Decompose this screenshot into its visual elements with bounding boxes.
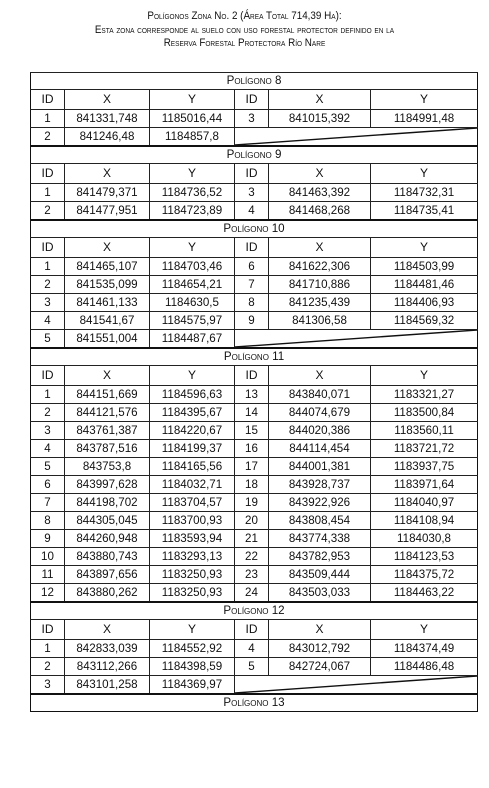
table-cell: 3 xyxy=(235,110,269,128)
table-cell: 1183704,57 xyxy=(150,494,235,512)
table-cell: 1184123,53 xyxy=(371,548,478,566)
table-cell: 841015,392 xyxy=(269,110,371,128)
polygon-title-row xyxy=(31,73,478,90)
table-row xyxy=(31,404,478,422)
table-cell: 1183721,72 xyxy=(371,440,478,458)
table-cell: 1184395,67 xyxy=(150,404,235,422)
table-cell: 15 xyxy=(235,422,269,440)
column-header: X xyxy=(65,238,150,258)
table-row xyxy=(31,658,478,676)
empty-cell-slash xyxy=(235,676,478,695)
table-cell: 4 xyxy=(235,202,269,221)
table-cell: 9 xyxy=(31,530,65,548)
table-cell: 841331,748 xyxy=(65,110,150,128)
table-cell: 843928,737 xyxy=(269,476,371,494)
table-cell: 842833,039 xyxy=(65,640,150,658)
table-cell: 1184030,8 xyxy=(371,530,478,548)
table-cell: 1183937,75 xyxy=(371,458,478,476)
table-cell: 844074,679 xyxy=(269,404,371,422)
table-cell: 19 xyxy=(235,494,269,512)
table-cell: 1 xyxy=(31,640,65,658)
polygon-title: Polígono 11 xyxy=(31,348,478,366)
column-header: X xyxy=(269,164,371,184)
table-cell: 3 xyxy=(31,294,65,312)
table-cell: 1183971,64 xyxy=(371,476,478,494)
column-header: X xyxy=(65,90,150,110)
table-cell: 12 xyxy=(31,584,65,603)
column-header: ID xyxy=(235,90,269,110)
table-cell: 1184165,56 xyxy=(150,458,235,476)
empty-cell-slash xyxy=(235,330,478,349)
table-cell: 11 xyxy=(31,566,65,584)
table-cell: 1184040,97 xyxy=(371,494,478,512)
table-cell: 3 xyxy=(31,676,65,695)
table-cell: 844001,381 xyxy=(269,458,371,476)
table-cell: 1184732,31 xyxy=(371,184,478,202)
column-header: ID xyxy=(31,238,65,258)
table-cell: 5 xyxy=(235,658,269,676)
table-cell: 842724,067 xyxy=(269,658,371,676)
table-cell: 843509,444 xyxy=(269,566,371,584)
table-cell: 9 xyxy=(235,312,269,330)
table-cell: 1184630,5 xyxy=(150,294,235,312)
column-header: X xyxy=(269,620,371,640)
table-row xyxy=(31,258,478,276)
table-cell: 2 xyxy=(31,658,65,676)
table-cell: 1184552,92 xyxy=(150,640,235,658)
table-cell: 20 xyxy=(235,512,269,530)
table-cell: 841463,392 xyxy=(269,184,371,202)
table-cell: 1184374,49 xyxy=(371,640,478,658)
table-row xyxy=(31,422,478,440)
column-header: Y xyxy=(371,366,478,386)
table-cell: 1183250,93 xyxy=(150,566,235,584)
table-cell: 4 xyxy=(31,440,65,458)
table-cell: 1184108,94 xyxy=(371,512,478,530)
column-header: ID xyxy=(235,620,269,640)
table-cell: 2 xyxy=(31,202,65,221)
table-cell: 1184486,48 xyxy=(371,658,478,676)
column-header-row xyxy=(31,366,478,386)
table-cell: 8 xyxy=(31,512,65,530)
table-cell: 1 xyxy=(31,386,65,404)
table-cell: 4 xyxy=(31,312,65,330)
table-cell: 1183500,84 xyxy=(371,404,478,422)
table-row xyxy=(31,202,478,221)
table-cell: 1184857,8 xyxy=(150,128,235,147)
coordinates-table xyxy=(30,72,478,712)
table-cell: 844198,702 xyxy=(65,494,150,512)
table-cell: 843922,926 xyxy=(269,494,371,512)
table-cell: 843997,628 xyxy=(65,476,150,494)
table-row xyxy=(31,566,478,584)
table-cell: 1184220,67 xyxy=(150,422,235,440)
polygon-title: Polígono 9 xyxy=(31,146,478,164)
polygon-title: Polígono 10 xyxy=(31,220,478,238)
table-row xyxy=(31,494,478,512)
table-cell: 841541,67 xyxy=(65,312,150,330)
table-cell: 22 xyxy=(235,548,269,566)
polygon-title-row xyxy=(31,602,478,620)
table-cell: 841306,58 xyxy=(269,312,371,330)
table-cell: 1183593,94 xyxy=(150,530,235,548)
column-header: Y xyxy=(150,620,235,640)
table-cell: 841622,306 xyxy=(269,258,371,276)
column-header: ID xyxy=(31,366,65,386)
table-cell: 843112,266 xyxy=(65,658,150,676)
table-cell: 1183321,27 xyxy=(371,386,478,404)
column-header: ID xyxy=(31,620,65,640)
table-cell: 1184463,22 xyxy=(371,584,478,603)
table-cell: 843782,953 xyxy=(269,548,371,566)
empty-cell-slash xyxy=(235,128,478,147)
header-description: Esta zona corresponde al suelo con uso forestal protector definido en la xyxy=(94,23,395,36)
column-header: ID xyxy=(235,366,269,386)
column-header: Y xyxy=(150,238,235,258)
polygon-title-row xyxy=(31,348,478,366)
table-cell: 844151,669 xyxy=(65,386,150,404)
table-cell: 1183250,93 xyxy=(150,584,235,603)
table-row xyxy=(31,584,478,603)
table-cell: 841535,099 xyxy=(65,276,150,294)
table-cell: 841465,107 xyxy=(65,258,150,276)
table-cell: 843012,792 xyxy=(269,640,371,658)
table-cell: 841246,48 xyxy=(65,128,150,147)
header-title: Polígonos Zona No. 2 (Área Total 714,39 Ha): xyxy=(147,10,342,22)
table-cell: 843808,454 xyxy=(269,512,371,530)
polygon-title: Polígono 13 xyxy=(31,694,478,712)
table-cell: 843774,338 xyxy=(269,530,371,548)
table-row xyxy=(31,548,478,566)
table-row xyxy=(31,330,478,349)
table-cell: 844020,386 xyxy=(269,422,371,440)
table-cell: 1184991,48 xyxy=(371,110,478,128)
table-row xyxy=(31,294,478,312)
table-cell: 841479,371 xyxy=(65,184,150,202)
table-cell: 1184369,97 xyxy=(150,676,235,695)
column-header-row xyxy=(31,164,478,184)
table-cell: 8 xyxy=(235,294,269,312)
column-header: Y xyxy=(371,238,478,258)
polygon-title: Polígono 8 xyxy=(31,73,478,90)
table-cell: 844121,576 xyxy=(65,404,150,422)
table-cell: 1184703,46 xyxy=(150,258,235,276)
header-reserve-name: Reserva Forestal Protectora Río Nare xyxy=(163,37,326,49)
table-cell: 1184032,71 xyxy=(150,476,235,494)
table-cell: 841468,268 xyxy=(269,202,371,221)
table-cell: 843761,387 xyxy=(65,422,150,440)
column-header: Y xyxy=(150,90,235,110)
table-cell: 6 xyxy=(235,258,269,276)
table-cell: 2 xyxy=(31,128,65,147)
table-cell: 1 xyxy=(31,258,65,276)
table-cell: 1185016,44 xyxy=(150,110,235,128)
column-header: Y xyxy=(371,164,478,184)
column-header: Y xyxy=(150,366,235,386)
table-cell: 1184375,72 xyxy=(371,566,478,584)
polygon-title-row xyxy=(31,220,478,238)
document-header xyxy=(17,0,472,58)
polygon-title: Polígono 12 xyxy=(31,602,478,620)
table-cell: 1184199,37 xyxy=(150,440,235,458)
column-header-row xyxy=(31,90,478,110)
table-cell: 16 xyxy=(235,440,269,458)
column-header: X xyxy=(65,164,150,184)
table-cell: 1183700,93 xyxy=(150,512,235,530)
column-header: Y xyxy=(371,90,478,110)
table-cell: 843503,033 xyxy=(269,584,371,603)
table-cell: 841551,004 xyxy=(65,330,150,349)
table-row xyxy=(31,530,478,548)
table-row xyxy=(31,440,478,458)
table-row xyxy=(31,676,478,695)
table-cell: 844114,454 xyxy=(269,440,371,458)
table-cell: 1184398,59 xyxy=(150,658,235,676)
table-row xyxy=(31,476,478,494)
table-cell: 843880,743 xyxy=(65,548,150,566)
table-cell: 2 xyxy=(31,404,65,422)
table-cell: 1 xyxy=(31,184,65,202)
table-row xyxy=(31,276,478,294)
polygon-title-row xyxy=(31,694,478,712)
table-cell: 24 xyxy=(235,584,269,603)
table-row xyxy=(31,184,478,202)
table-cell: 841461,133 xyxy=(65,294,150,312)
table-cell: 1184596,63 xyxy=(150,386,235,404)
table-cell: 17 xyxy=(235,458,269,476)
table-cell: 841235,439 xyxy=(269,294,371,312)
table-cell: 1184481,46 xyxy=(371,276,478,294)
table-cell: 10 xyxy=(31,548,65,566)
table-cell: 1184723,89 xyxy=(150,202,235,221)
table-cell: 23 xyxy=(235,566,269,584)
table-cell: 843880,262 xyxy=(65,584,150,603)
column-header-row xyxy=(31,620,478,640)
table-row xyxy=(31,386,478,404)
table-cell: 843897,656 xyxy=(65,566,150,584)
table-cell: 843787,516 xyxy=(65,440,150,458)
column-header: X xyxy=(269,238,371,258)
column-header: Y xyxy=(371,620,478,640)
table-cell: 1183560,11 xyxy=(371,422,478,440)
table-row xyxy=(31,128,478,147)
table-cell: 1184487,67 xyxy=(150,330,235,349)
table-cell: 18 xyxy=(235,476,269,494)
table-cell: 7 xyxy=(31,494,65,512)
table-cell: 843101,258 xyxy=(65,676,150,695)
column-header: ID xyxy=(235,238,269,258)
table-cell: 3 xyxy=(235,184,269,202)
column-header: X xyxy=(269,90,371,110)
table-cell: 14 xyxy=(235,404,269,422)
table-cell: 6 xyxy=(31,476,65,494)
column-header: ID xyxy=(235,164,269,184)
polygon-title-row xyxy=(31,146,478,164)
table-row xyxy=(31,110,478,128)
table-row xyxy=(31,512,478,530)
table-cell: 2 xyxy=(31,276,65,294)
table-cell: 1184735,41 xyxy=(371,202,478,221)
table-cell: 1184503,99 xyxy=(371,258,478,276)
table-cell: 5 xyxy=(31,330,65,349)
column-header: ID xyxy=(31,164,65,184)
table-cell: 1184406,93 xyxy=(371,294,478,312)
table-cell: 7 xyxy=(235,276,269,294)
table-cell: 1183293,13 xyxy=(150,548,235,566)
column-header: X xyxy=(65,620,150,640)
column-header: ID xyxy=(31,90,65,110)
table-cell: 844260,948 xyxy=(65,530,150,548)
table-cell: 1184654,21 xyxy=(150,276,235,294)
table-cell: 1184736,52 xyxy=(150,184,235,202)
column-header: Y xyxy=(150,164,235,184)
table-cell: 13 xyxy=(235,386,269,404)
table-cell: 5 xyxy=(31,458,65,476)
table-cell: 1 xyxy=(31,110,65,128)
column-header: X xyxy=(65,366,150,386)
table-cell: 843840,071 xyxy=(269,386,371,404)
table-cell: 841710,886 xyxy=(269,276,371,294)
table-row xyxy=(31,458,478,476)
table-cell: 844305,045 xyxy=(65,512,150,530)
table-cell: 841477,951 xyxy=(65,202,150,221)
table-cell: 843753,8 xyxy=(65,458,150,476)
table-row xyxy=(31,312,478,330)
table-cell: 1184575,97 xyxy=(150,312,235,330)
table-cell: 4 xyxy=(235,640,269,658)
column-header-row xyxy=(31,238,478,258)
table-cell: 1184569,32 xyxy=(371,312,478,330)
table-cell: 3 xyxy=(31,422,65,440)
table-row xyxy=(31,640,478,658)
table-cell: 21 xyxy=(235,530,269,548)
column-header: X xyxy=(269,366,371,386)
